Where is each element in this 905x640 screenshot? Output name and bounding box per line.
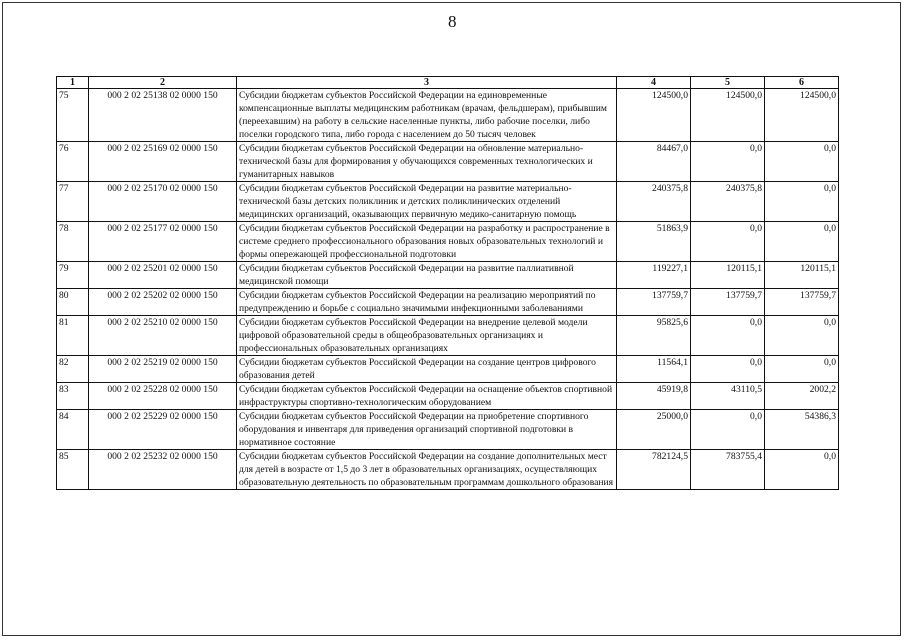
table-row	[57, 222, 839, 262]
amount-col-4: 84467,0	[617, 142, 691, 182]
row-number: 83	[57, 383, 89, 410]
row-description: Субсидии бюджетам субъектов Российской Федерации на оснащение объектов спортивной инфраструктуры спортивно-технологическим оборудованием	[237, 383, 617, 410]
budget-code: 000 2 02 25210 02 0000 150	[89, 316, 237, 356]
header-col-3: 3	[237, 77, 617, 89]
amount-col-4: 45919,8	[617, 383, 691, 410]
amount-col-4: 124500,0	[617, 89, 691, 142]
header-col-5: 5	[691, 77, 765, 89]
table-header-row	[57, 77, 839, 89]
row-number: 78	[57, 222, 89, 262]
budget-code: 000 2 02 25201 02 0000 150	[89, 262, 237, 289]
amount-col-5: 0,0	[691, 410, 765, 450]
budget-code: 000 2 02 25228 02 0000 150	[89, 383, 237, 410]
amount-col-5: 783755,4	[691, 450, 765, 490]
budget-table	[56, 76, 839, 490]
amount-col-5: 0,0	[691, 316, 765, 356]
amount-col-6: 0,0	[765, 222, 839, 262]
row-description: Субсидии бюджетам субъектов Российской Федерации на разработку и распространение в системе среднего профессионального образования новых образовательных технологий и формы опережающей профессиональной подготовки	[237, 222, 617, 262]
table-row	[57, 316, 839, 356]
amount-col-6: 137759,7	[765, 289, 839, 316]
amount-col-4: 51863,9	[617, 222, 691, 262]
table-row	[57, 383, 839, 410]
row-description: Субсидии бюджетам субъектов Российской Федерации на единовременные компенсационные выплаты медицинским работникам (врачам, фельдшерам), прибывшим (переехавшим) на работу в сельские населенные пункты, либо рабочие поселки, либо поселки городского типа, либо города с населением до 50 тысяч человек	[237, 89, 617, 142]
budget-code: 000 2 02 25170 02 0000 150	[89, 182, 237, 222]
row-number: 75	[57, 89, 89, 142]
amount-col-6: 0,0	[765, 450, 839, 490]
row-number: 82	[57, 356, 89, 383]
budget-code: 000 2 02 25229 02 0000 150	[89, 410, 237, 450]
budget-code: 000 2 02 25138 02 0000 150	[89, 89, 237, 142]
amount-col-5: 240375,8	[691, 182, 765, 222]
amount-col-5: 0,0	[691, 222, 765, 262]
header-col-6: 6	[765, 77, 839, 89]
row-number: 77	[57, 182, 89, 222]
row-description: Субсидии бюджетам субъектов Российской Федерации на внедрение целевой модели цифровой образовательной среды в общеобразовательных организациях и профессиональных образовательных организациях	[237, 316, 617, 356]
amount-col-6: 124500,0	[765, 89, 839, 142]
amount-col-4: 11564,1	[617, 356, 691, 383]
amount-col-5: 137759,7	[691, 289, 765, 316]
amount-col-6: 0,0	[765, 182, 839, 222]
amount-col-5: 0,0	[691, 356, 765, 383]
amount-col-6: 0,0	[765, 316, 839, 356]
header-col-2: 2	[89, 77, 237, 89]
header-col-1: 1	[57, 77, 89, 89]
row-description: Субсидии бюджетам субъектов Российской Федерации на создание дополнительных мест для детей в возрасте от 1,5 до 3 лет в образовательных организациях, осуществляющих образовательную деятельность по образовательным программам дошкольного образования	[237, 450, 617, 490]
page-number: 8	[448, 12, 457, 31]
row-number: 76	[57, 142, 89, 182]
amount-col-6: 120115,1	[765, 262, 839, 289]
row-description: Субсидии бюджетам субъектов Российской Федерации на создание центров цифрового образования детей	[237, 356, 617, 383]
row-number: 81	[57, 316, 89, 356]
row-number: 84	[57, 410, 89, 450]
row-number: 80	[57, 289, 89, 316]
amount-col-4: 782124,5	[617, 450, 691, 490]
row-description: Субсидии бюджетам субъектов Российской Федерации на реализацию мероприятий по предупреждению и борьбе с социально значимыми инфекционными заболеваниями	[237, 289, 617, 316]
table-row	[57, 262, 839, 289]
budget-code: 000 2 02 25169 02 0000 150	[89, 142, 237, 182]
budget-code: 000 2 02 25202 02 0000 150	[89, 289, 237, 316]
amount-col-4: 119227,1	[617, 262, 691, 289]
amount-col-4: 137759,7	[617, 289, 691, 316]
amount-col-4: 240375,8	[617, 182, 691, 222]
header-col-4: 4	[617, 77, 691, 89]
table-row	[57, 142, 839, 182]
amount-col-6: 0,0	[765, 356, 839, 383]
amount-col-6: 54386,3	[765, 410, 839, 450]
table-row	[57, 89, 839, 142]
row-description: Субсидии бюджетам субъектов Российской Федерации на обновление материально-технической базы для формирования у обучающихся современных технологических и гуманитарных навыков	[237, 142, 617, 182]
amount-col-5: 0,0	[691, 142, 765, 182]
budget-code: 000 2 02 25232 02 0000 150	[89, 450, 237, 490]
table-row	[57, 410, 839, 450]
amount-col-4: 25000,0	[617, 410, 691, 450]
row-number: 79	[57, 262, 89, 289]
budget-code: 000 2 02 25219 02 0000 150	[89, 356, 237, 383]
amount-col-6: 0,0	[765, 142, 839, 182]
amount-col-5: 43110,5	[691, 383, 765, 410]
row-number: 85	[57, 450, 89, 490]
row-description: Субсидии бюджетам субъектов Российской Федерации на развитие материально-технической базы детских поликлиник и детских поликлинических отделений медицинских организаций, оказывающих первичную медико-санитарную помощь	[237, 182, 617, 222]
table-body	[57, 89, 839, 490]
table-row	[57, 182, 839, 222]
table-row	[57, 356, 839, 383]
amount-col-4: 95825,6	[617, 316, 691, 356]
row-description: Субсидии бюджетам субъектов Российской Федерации на приобретение спортивного оборудования и инвентаря для приведения организаций спортивной подготовки в нормативное состояние	[237, 410, 617, 450]
row-description: Субсидии бюджетам субъектов Российской Федерации на развитие паллиативной медицинской помощи	[237, 262, 617, 289]
amount-col-6: 2002,2	[765, 383, 839, 410]
budget-code: 000 2 02 25177 02 0000 150	[89, 222, 237, 262]
table-row	[57, 450, 839, 490]
amount-col-5: 120115,1	[691, 262, 765, 289]
amount-col-5: 124500,0	[691, 89, 765, 142]
table-row	[57, 289, 839, 316]
